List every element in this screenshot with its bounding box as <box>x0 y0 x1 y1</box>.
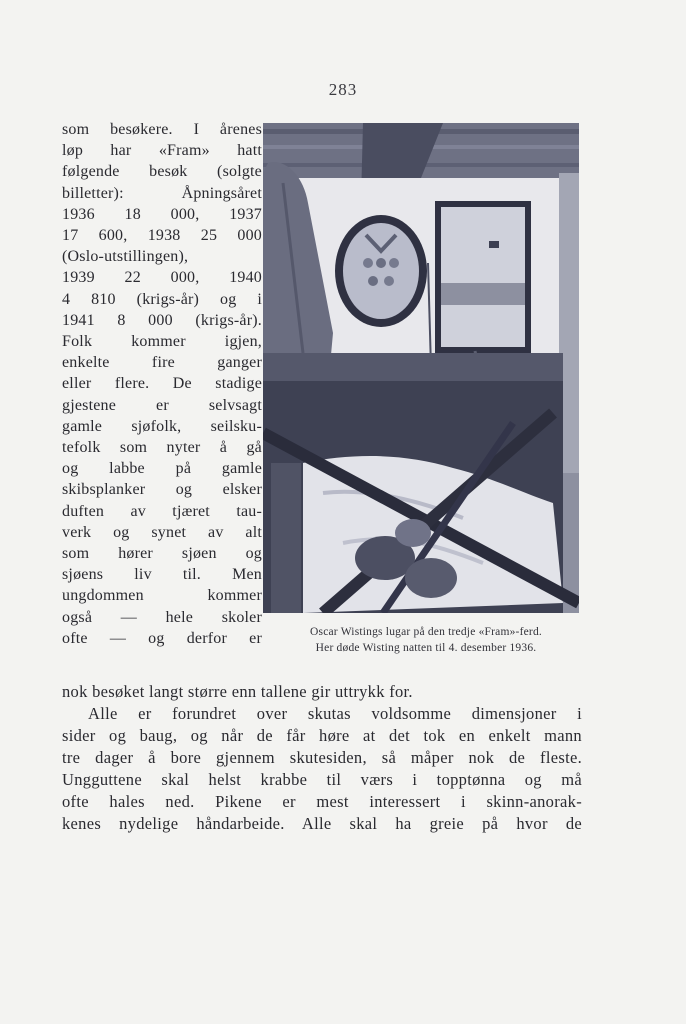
text-line: 17 600, 1938 25 000 <box>62 227 262 244</box>
photo-caption-line: Oscar Wistings lugar på den tredje «Fram»-ferd. <box>310 626 542 638</box>
text-line: følgende besøk (solgte <box>62 163 262 181</box>
text-line: og labbe på gamle <box>62 460 262 478</box>
text-line: gjestene er selvsagt <box>62 396 262 414</box>
text-line: tefolk som nyter å gå <box>62 439 262 456</box>
text-line: nok besøket langt større enn tallene gir uttrykk for. <box>62 682 413 701</box>
text-line: også — hele skoler <box>62 608 262 626</box>
text-line: 1939 22 000, 1940 <box>62 269 262 287</box>
text-line: sider og baug, og når de får høre at det tok en enkelt mann <box>62 726 582 745</box>
text-line: gamle sjøfolk, seilsku- <box>62 417 262 435</box>
text-line: som besøkere. I årenes <box>62 121 262 138</box>
text-line: Folk kommer igjen, <box>62 333 262 350</box>
text-line: ofte — og derfor er <box>62 629 262 647</box>
photo-caption-line: Her døde Wisting natten til 4. desember 1936. <box>315 642 537 654</box>
text-line: sjøens liv til. Men <box>62 566 262 584</box>
text-line: (Oslo-utstillingen), <box>62 248 189 266</box>
page-number: 283 <box>328 80 358 99</box>
text-line: 1936 18 000, 1937 <box>62 205 262 223</box>
text-line: billetter): Åpningsåret <box>62 184 262 202</box>
text-line: ofte hales ned. Pikene er mest interessert i skinn-anorak- <box>62 792 582 811</box>
text-line: Alle er forundret over skutas voldsomme dimensjoner i <box>88 704 582 723</box>
text-line: som hører sjøen og <box>62 545 262 562</box>
text-line: ungdommen kommer <box>62 587 262 605</box>
text-line: løp har «Fram» hatt <box>62 142 262 160</box>
text-line: eller flere. De stadige <box>62 375 262 393</box>
text-line: kenes nydelige håndarbeide. Alle skal ha greie på hvor de <box>62 814 582 833</box>
text-line: tre dager å bore gjennem skutesiden, så måper nok de fleste. <box>62 748 582 767</box>
text-line: Ungguttene skal helst krabbe til værs i topptønna og må <box>62 770 582 789</box>
photograph-cabin <box>263 123 579 613</box>
text-line: enkelte fire ganger <box>62 354 262 372</box>
text-line: verk og synet av alt <box>62 523 262 541</box>
text-line: 1941 8 000 (krigs-år). <box>62 311 262 329</box>
text-line: skibsplanker og elsker <box>62 481 262 499</box>
text-line: 4 810 (krigs-år) og i <box>62 290 262 308</box>
text-line: duften av tjæret tau- <box>62 502 262 520</box>
